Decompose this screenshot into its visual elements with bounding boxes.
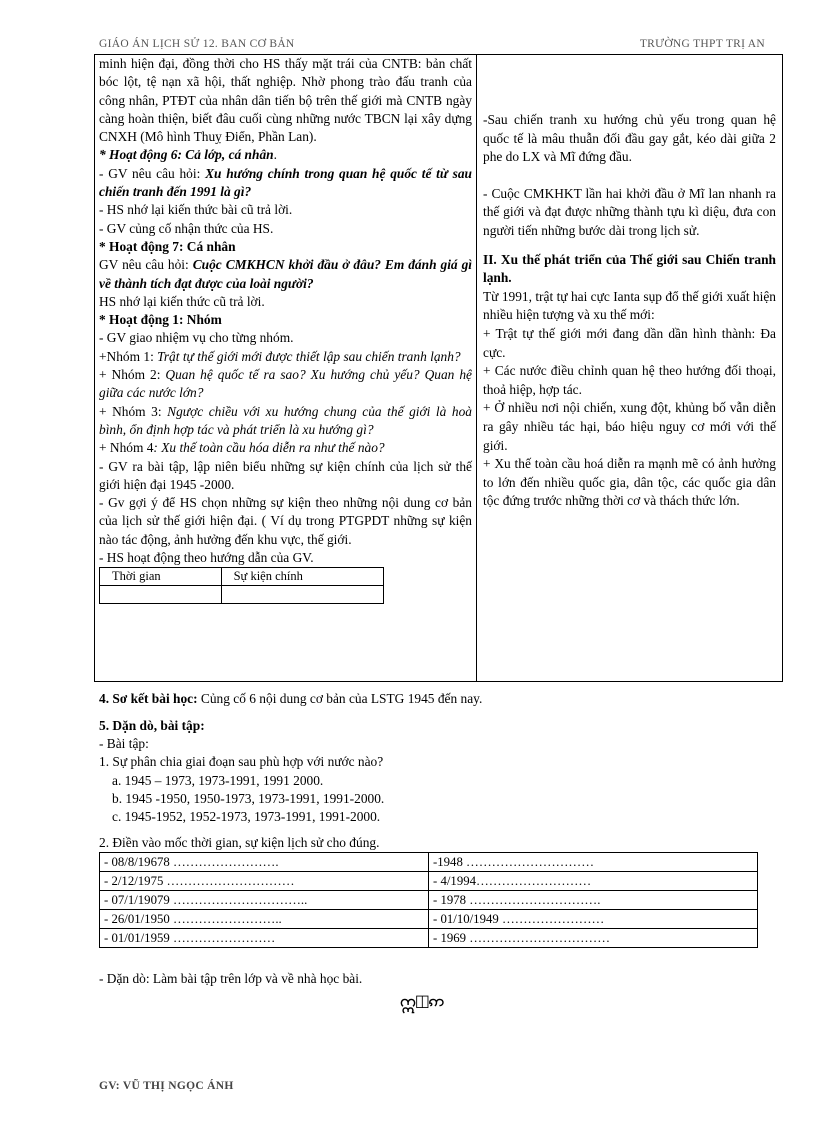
subtable-header-event: Sự kiện chính: [221, 568, 383, 586]
table-cell: - 4/1994………………………: [429, 872, 758, 891]
hs-activity: - HS hoạt động theo hướng dẫn của GV.: [99, 550, 314, 566]
intro-paragraph: minh hiện đại, đồng thời cho HS thấy mặt trái của CNTB: bản chất bóc lột, tệ nạn xã hội, thất nghiệp. Nhờ phong trào đấu tranh của công nhân, PTĐT của nhân dân tiến bộ trên thế giới mà CNTB ngày càng hoàn thiện, biết đâu cuối cùng những nước TBCN lại xây dựng CNXH (Mô hình Thuỵ Điển, Phần Lan).: [99, 56, 472, 145]
table-cell: - 07/1/19079 …………………………..: [100, 891, 429, 910]
hs-answer-2: HS nhớ lại kiến thức cũ trả lời.: [99, 293, 265, 309]
question-1: - GV nêu câu hỏi: Xu hướng chính trong quan hệ quốc tế từ sau chiến tranh đến 1991 là gì?: [99, 165, 472, 200]
lesson-table: [94, 54, 783, 682]
sci-tech-revolution: - Cuộc CMKHKT lần hai khởi đầu ở Mĩ lan nhanh ra thế giới và đạt được những thành tựu kì diệu, đưa con người tiến những bước dài trong lịch sử.: [483, 185, 776, 238]
question-2: GV nêu câu hỏi: Cuộc CMKHCN khởi đầu ở đâu? Em đánh giá gì về thành tích đạt được của loài người?: [99, 257, 472, 291]
section-2-intro: Từ 1991, trật tự hai cực Ianta sụp đổ thế giới xuất hiện nhiều hiện tượng và xu thế mới:: [483, 288, 776, 323]
gv-hint: - Gv gợi ý để HS chọn những sự kiện theo những nội dung cơ bản của lịch sử thế giới hiện đại. ( Ví dụ trong PTGPDT những sự kiện nào tác động, ảnh hưởng đến khu vực, thế giới.: [99, 495, 472, 547]
table-row: [100, 891, 758, 910]
activity-1-heading: * Hoạt động 1: Nhóm: [99, 312, 222, 328]
ornament-divider-icon: ဣ◫ဢ: [400, 993, 444, 1010]
section-5: [99, 717, 779, 826]
section-2-heading: II. Xu thế phát triển của Thế giới sau Chiến tranh lạnh.: [483, 251, 776, 286]
table-cell: - 01/01/1959 ……………………: [100, 929, 429, 948]
group-4: + Nhóm 4: Xu thế toàn cầu hóa diễn ra như thế nào?: [99, 440, 385, 456]
table-cell: - 2/12/1975 …………………………: [100, 872, 429, 891]
table-row: [100, 872, 758, 891]
table-cell: - 08/8/19678 …………………….: [100, 853, 429, 872]
activity-6-heading: * Hoạt động 6: Cả lớp, cá nhân.: [99, 147, 277, 163]
gv-task: - GV giao nhiệm vụ cho từng nhóm.: [99, 330, 294, 346]
option-a: a. 1945 – 1973, 1973-1991, 1991 2000.: [112, 772, 324, 788]
gv-exercise: - GV ra bài tập, lập niên biểu những sự kiện chính của lịch sử thế giới hiện đại 1945 -2000.: [99, 458, 472, 492]
section-5-title: 5. Dặn dò, bài tập:: [99, 718, 205, 733]
subtable-header-time: Thời gian: [100, 568, 222, 586]
exercise-question-1: 1. Sự phân chia giai đoạn sau phù hợp với nước nào?: [99, 754, 384, 770]
header-right: TRƯỜNG THPT TRỊ AN: [639, 38, 765, 50]
cold-war-trend: -Sau chiến tranh xu hướng chủ yếu trong quan hệ quốc tế là mâu thuẫn đối đầu gay gắt, kéo dài giữa 2 phe do LX và Mĩ đứng đầu.: [483, 112, 776, 165]
table-cell: - 1969 ……………………………: [429, 929, 758, 948]
fill-in-table: [99, 852, 758, 948]
exercise-label: - Bài tập:: [99, 736, 149, 752]
header-left: GIÁO ÁN LỊCH SỬ 12. BAN CƠ BẢN: [99, 38, 295, 50]
table-cell: - 26/01/1950 ……………………..: [100, 910, 429, 929]
subtable-cell: [221, 586, 383, 604]
table-cell: - 01/10/1949 ……………………: [429, 910, 758, 929]
group-2: + Nhóm 2: Quan hệ quốc tế ra sao? Xu hướng chủ yếu? Quan hệ giữa các nước lớn?: [99, 367, 472, 401]
trend-bullet-4: + Xu thế toàn cầu hoá diễn ra mạnh mẽ có ảnh hưởng to lớn đến nhiều quốc gia, dân tộc, các quốc gia dân tộc đứng trước những thời cơ và thách thức lớn.: [483, 456, 776, 509]
trend-bullet-3: + Ở nhiều nơi nội chiến, xung đột, khủng bố vẫn diễn ra gây nhiều tác hại, báo hiệu nguy cơ mới với thế giới.: [483, 400, 776, 453]
table-row: [100, 929, 758, 948]
table-row: [100, 853, 758, 872]
timeline-subtable: [99, 567, 384, 604]
hs-answer-1: - HS nhớ lại kiến thức bài cũ trả lời.: [99, 202, 293, 218]
gv-consolidate: - GV củng cố nhận thức của HS.: [99, 220, 274, 236]
subtable-cell: [100, 586, 222, 604]
page-footer: GV: VŨ THỊ NGỌC ÁNH: [99, 1080, 234, 1092]
table-cell: -1948 …………………………: [429, 853, 758, 872]
group-3: + Nhóm 3: Ngược chiều với xu hướng chung của thế giới là hoà bình, ổn định hợp tác và phát triển là xu hướng gì?: [99, 403, 472, 437]
homework-note-wrap: [99, 970, 779, 988]
trend-bullet-1: + Trật tự thế giới mới đang dần dần hình thành: Đa cực.: [483, 325, 776, 360]
section-4-title: 4. Sơ kết bài học:: [99, 691, 198, 706]
table-row: [100, 910, 758, 929]
trend-bullet-2: + Các nước điều chỉnh quan hệ theo hướng đối thoại, thoả hiệp, hợp tác.: [483, 363, 776, 397]
option-c: c. 1945-1952, 1952-1973, 1973-1991, 1991-2000.: [112, 809, 381, 825]
homework-note: - Dặn dò: Làm bài tập trên lớp và về nhà học bài.: [99, 971, 363, 986]
exercise-question-2: 2. Điền vào mốc thời gian, sự kiện lịch sử cho đúng.: [99, 835, 380, 850]
section-4: [99, 690, 779, 708]
table-cell: - 1978 ………………………….: [429, 891, 758, 910]
group-1: +Nhóm 1: Trật tự thế giới mới được thiết lập sau chiến tranh lạnh?: [99, 348, 461, 364]
activity-7-heading: * Hoạt động 7: Cá nhân: [99, 238, 236, 254]
section-4-text: Củng cố 6 nội dung cơ bản của LSTG 1945 đến nay.: [197, 691, 483, 706]
option-b: b. 1945 -1950, 1950-1973, 1973-1991, 1991-2000.: [112, 790, 385, 806]
exercise-question-2-wrap: [99, 834, 779, 852]
teacher-activity-cell: [95, 55, 477, 682]
content-cell: [477, 55, 783, 682]
page-header: [99, 38, 765, 55]
